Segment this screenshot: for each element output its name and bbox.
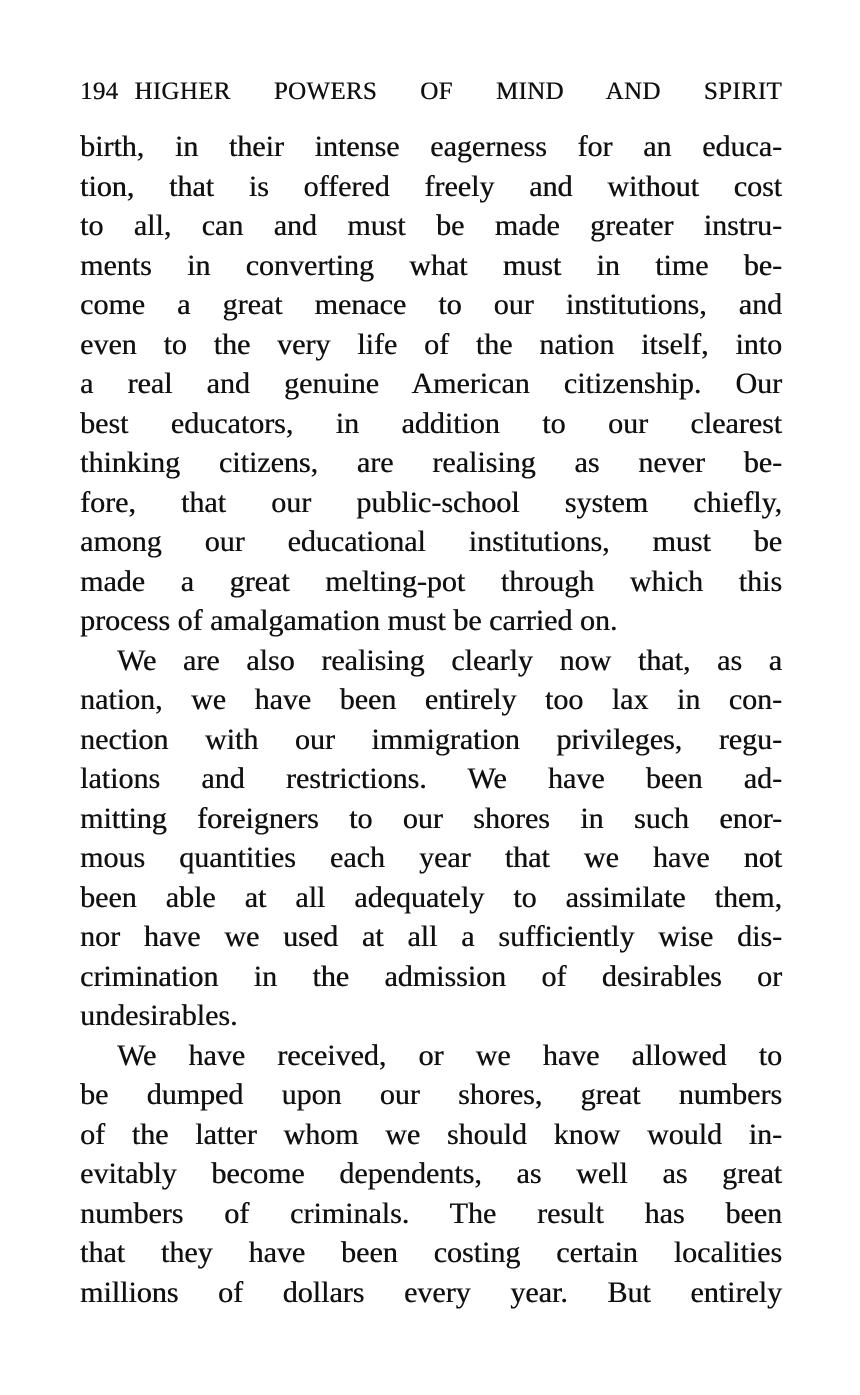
text-line: that they have been costing certain localities — [80, 1236, 782, 1269]
text-line: We have received, or we have allowed to — [117, 1038, 782, 1072]
text-line: birth, in their intense eagerness for an educa- — [80, 130, 782, 163]
text-line: We are also realising clearly now that, as a — [117, 643, 782, 677]
text-line: mous quantities each year that we have not — [80, 841, 782, 874]
text-line: been able at all adequately to assimilate them, — [80, 880, 782, 914]
text-line: numbers of criminals. The result has been — [80, 1196, 782, 1230]
text-line: nation, we have been entirely too lax in con- — [80, 683, 782, 716]
text-line: best educators, in addition to our clearest — [80, 406, 782, 440]
text-line: fore, that our public-school system chiefly, — [80, 485, 782, 519]
text-line: to all, can and must be made greater instru- — [80, 209, 782, 242]
text-line: tion, that is offered freely and without cost — [80, 169, 782, 203]
text-line: come a great menace to our institutions, and — [80, 288, 782, 321]
text-line: even to the very life of the nation itself, into — [80, 327, 782, 361]
text-line: thinking citizens, are realising as never be- — [80, 446, 782, 479]
running-title: HIGHER POWERS OF MIND AND SPIRIT — [134, 78, 782, 105]
text-line: evitably become dependents, as well as great — [80, 1157, 782, 1190]
text-line: undesirables. — [80, 999, 238, 1032]
text-line: made a great melting-pot through which this — [80, 564, 782, 598]
page-number: 194 — [80, 78, 119, 105]
text-line: among our educational institutions, must be — [80, 525, 782, 558]
text-line: be dumped upon our shores, great numbers — [80, 1078, 782, 1111]
text-line: a real and genuine American citizenship. Our — [80, 367, 782, 400]
text-line: ments in converting what must in time be- — [80, 248, 782, 282]
running-header — [80, 78, 782, 106]
text-line: nection with our immigration privileges, regu- — [80, 722, 782, 756]
text-line: nor have we used at all a sufficiently wise dis- — [80, 920, 782, 953]
text-line: process of amalgamation must be carried on. — [80, 604, 618, 637]
text-line: crimination in the admission of desirables or — [80, 959, 782, 993]
text-line: lations and restrictions. We have been ad- — [80, 762, 782, 795]
text-line: millions of dollars every year. But entirely — [80, 1275, 782, 1309]
text-line: of the latter whom we should know would in- — [80, 1117, 782, 1151]
text-line: mitting foreigners to our shores in such enor- — [80, 801, 782, 835]
